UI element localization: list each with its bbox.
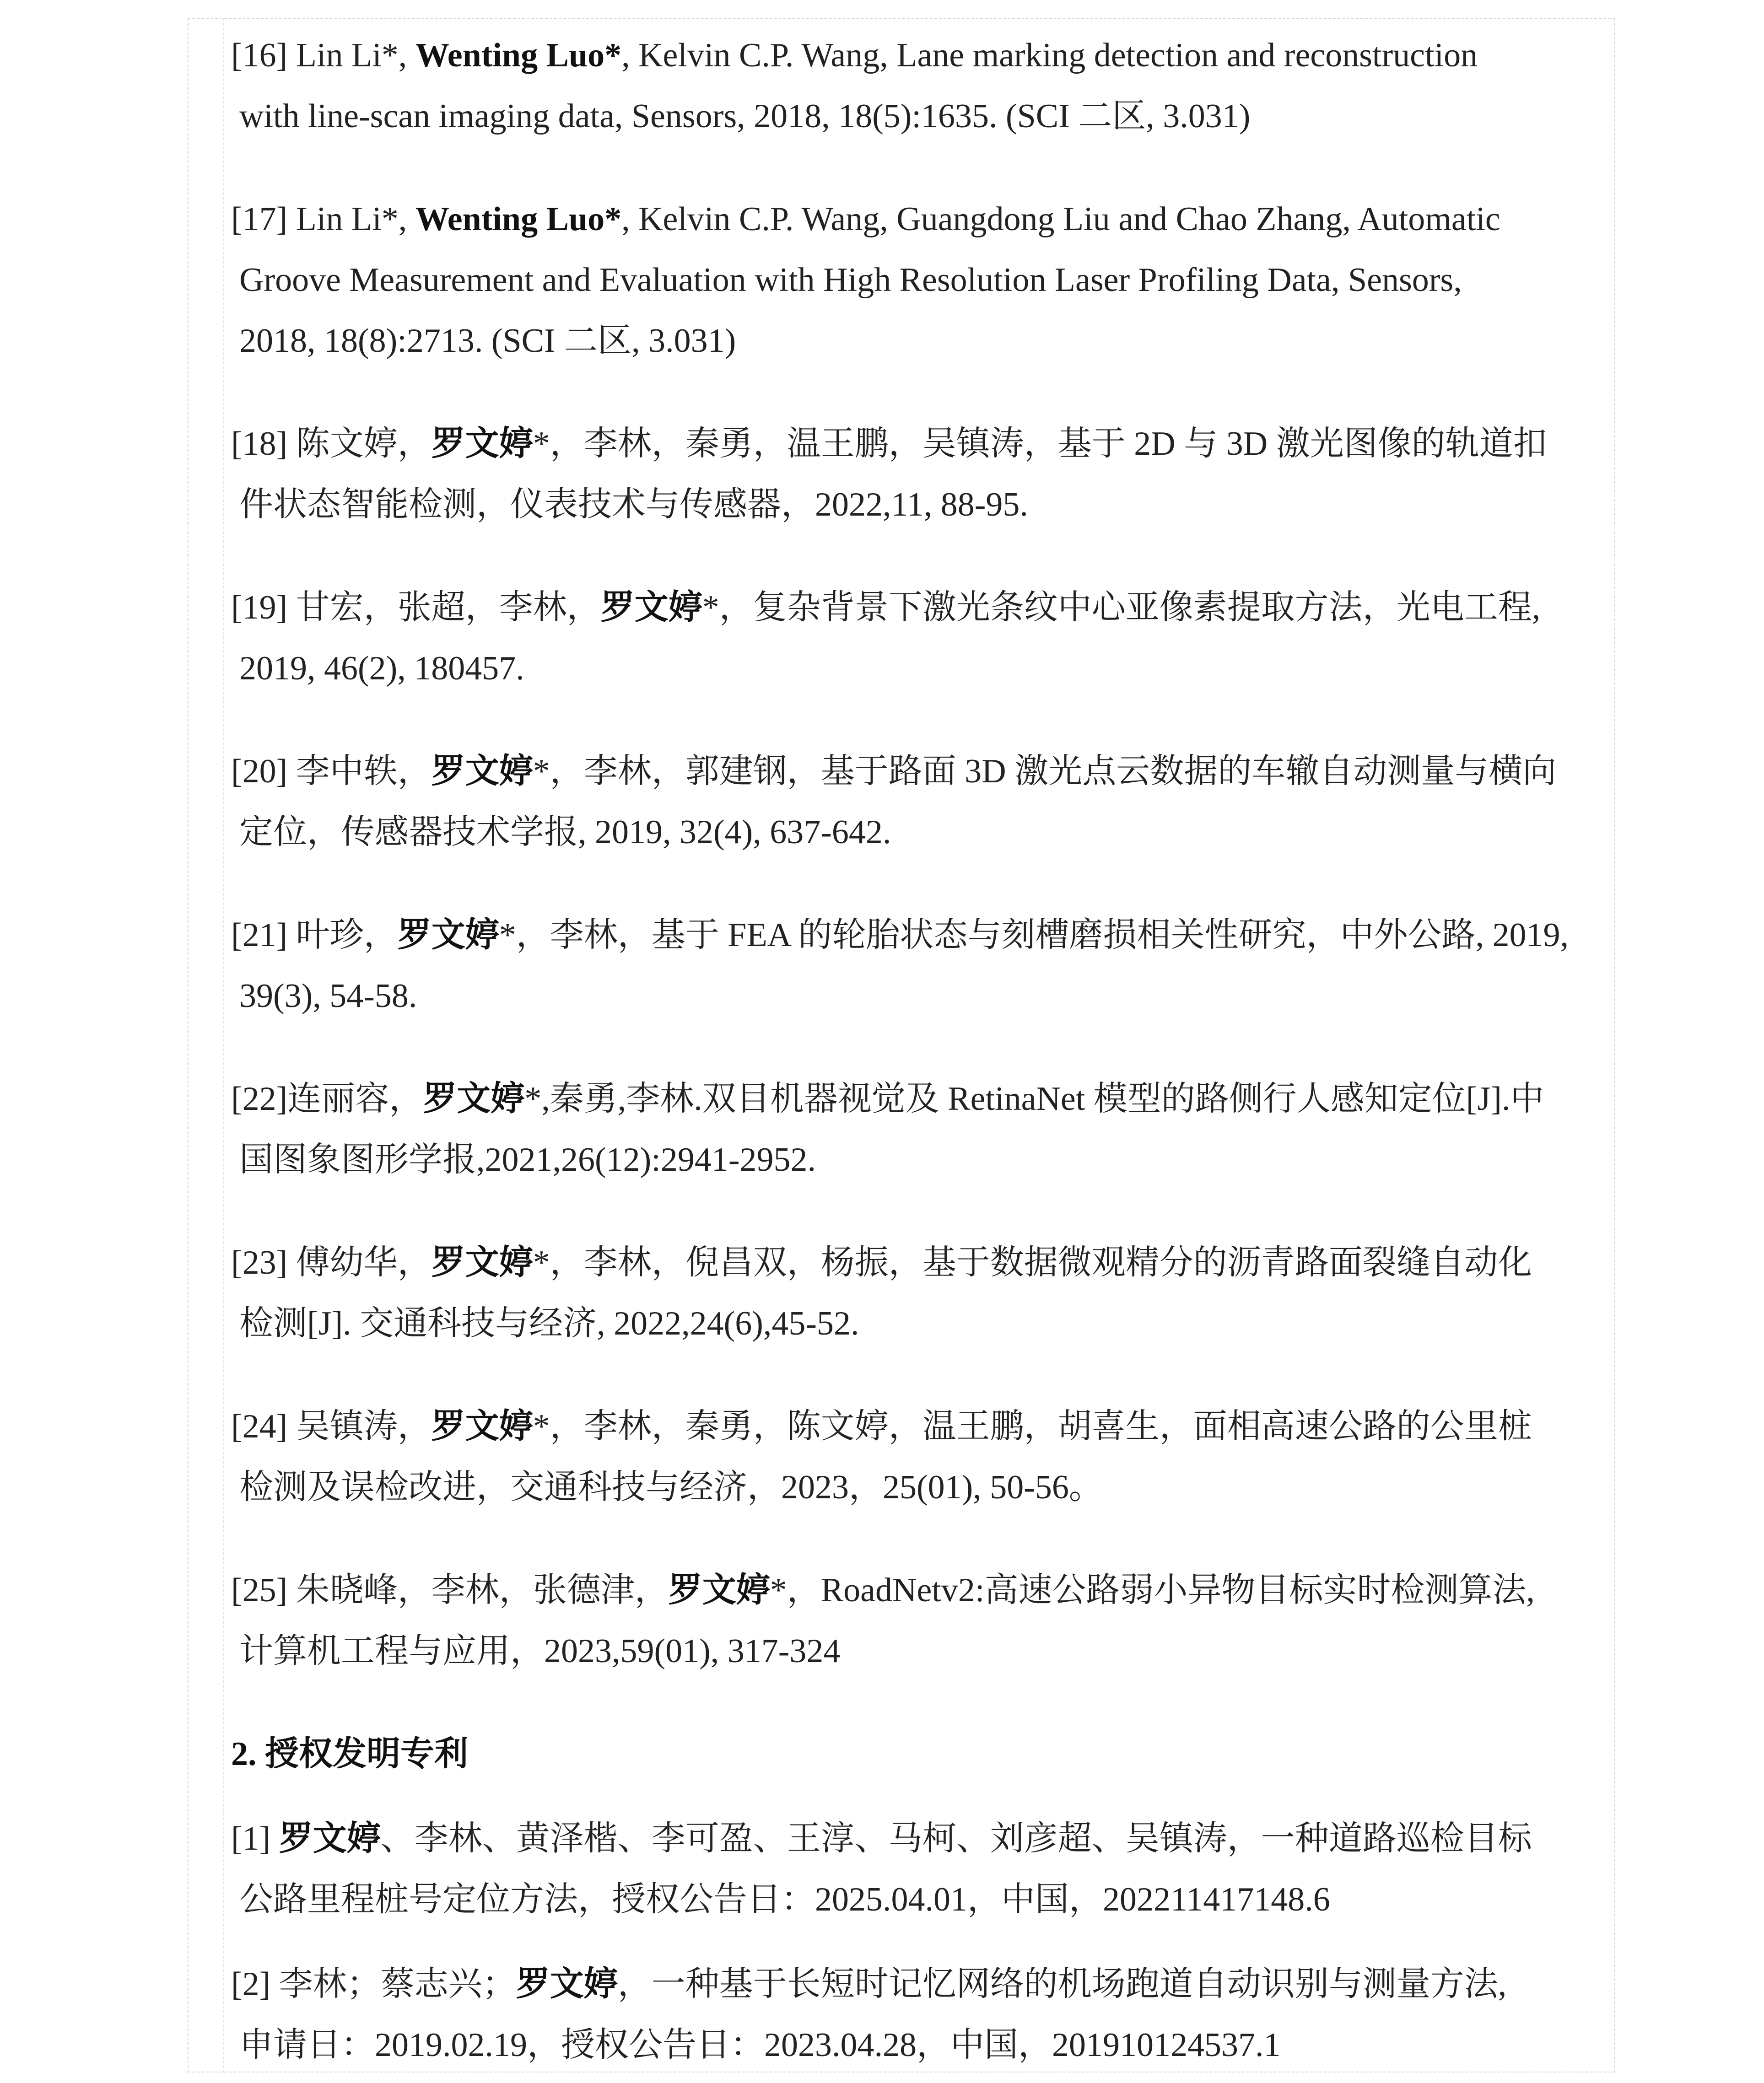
reference-line	[231, 1233, 1599, 1293]
reference-text: , Kelvin C.P. Wang, Lane marking detection and reconstruction	[621, 37, 1478, 74]
paper-entry	[231, 189, 1599, 371]
reference-text: [18] 陈文婷，	[231, 425, 432, 463]
author-highlight: 罗文婷	[431, 425, 533, 463]
reference-text: [24] 吴镇涛，	[231, 1408, 432, 1445]
reference-text: [22]连丽容，	[231, 1080, 423, 1118]
author-highlight: Wenting Luo*	[415, 200, 622, 238]
author-highlight: 罗文婷	[431, 753, 533, 790]
margin-rule	[223, 18, 224, 2072]
paper-entry	[231, 1560, 1599, 1682]
reference-text: 公路里程桩号定位方法，授权公告日：2025.04.01，中国，202211417148.6	[239, 1881, 1330, 1918]
reference-text: [23] 傅幼华，	[231, 1244, 432, 1281]
reference-text: 39(3), 54-58.	[239, 977, 417, 1015]
author-highlight: Wenting Luo*	[415, 37, 622, 74]
paper-entry	[231, 414, 1599, 535]
reference-line	[231, 2015, 1599, 2076]
reference-line	[231, 1954, 1599, 2015]
reference-text: with line-scan imaging data, Sensors, 2018, 18(5):1635. (SCI 二区, 3.031)	[239, 97, 1251, 135]
author-highlight: 罗文婷	[431, 1408, 533, 1445]
journal-papers	[231, 25, 1599, 1682]
patent-entry	[231, 1954, 1599, 2076]
reference-line	[231, 311, 1599, 371]
reference-line	[231, 414, 1599, 474]
reference-line	[231, 1869, 1599, 1930]
reference-line	[231, 250, 1599, 311]
reference-text: 申请日：2019.02.19，授权公告日：2023.04.28，中国，201910124537.1	[239, 2026, 1281, 2064]
reference-text: 定位，传感器技术学报, 2019, 32(4), 637-642.	[239, 813, 891, 851]
reference-text: [16] Lin Li*,	[231, 37, 415, 74]
reference-line	[231, 1457, 1599, 1518]
reference-line	[231, 1808, 1599, 1869]
author-highlight: 罗文婷	[668, 1572, 770, 1609]
reference-text: [21] 叶珍，	[231, 916, 398, 954]
reference-line	[231, 189, 1599, 250]
reference-text: Groove Measurement and Evaluation with High Resolution Laser Profiling Data, Sensors,	[239, 261, 1462, 299]
section-heading-patents: 2. 授权发明专利	[231, 1735, 468, 1773]
reference-text: 国图象图形学报,2021,26(12):2941-2952.	[239, 1141, 816, 1179]
reference-text: [19] 甘宏，张超，李林，	[231, 589, 601, 626]
paper-entry	[231, 905, 1599, 1027]
reference-text: [20] 李中轶，	[231, 753, 432, 790]
granted-patents	[231, 1808, 1599, 2076]
paper-entry	[231, 1069, 1599, 1190]
reference-text: *,秦勇,李林.双目机器视觉及 RetinaNet 模型的路侧行人感知定位[J].中	[524, 1080, 1544, 1118]
reference-line	[231, 638, 1599, 699]
reference-line	[231, 1621, 1599, 1682]
reference-text: [2] 李林；蔡志兴；	[231, 1965, 516, 2003]
author-highlight: 罗文婷	[423, 1080, 525, 1118]
reference-line	[231, 1293, 1599, 1354]
reference-text: *，李林，倪昌双，杨振，基于数据微观精分的沥青路面裂缝自动化	[533, 1244, 1532, 1281]
reference-text: 、李林、黄泽楷、李可盈、王淳、马柯、刘彦超、吴镇涛，一种道路巡检目标	[380, 1820, 1532, 1857]
reference-text: *，李林，秦勇，温王鹏，吴镇涛，基于 2D 与 3D 激光图像的轨道扣	[533, 425, 1547, 463]
reference-line	[231, 25, 1599, 86]
author-highlight: 罗文婷	[279, 1820, 381, 1857]
reference-line	[231, 905, 1599, 966]
reference-text: 件状态智能检测，仪表技术与传感器，2022,11, 88-95.	[239, 486, 1028, 523]
reference-text: 2019, 46(2), 180457.	[239, 650, 524, 687]
reference-line	[231, 1396, 1599, 1457]
paper-entry	[231, 1396, 1599, 1518]
reference-line	[231, 1130, 1599, 1190]
reference-text: *，李林，基于 FEA 的轮胎状态与刻槽磨损相关性研究，中外公路, 2019,	[499, 916, 1569, 954]
reference-text: 计算机工程与应用，2023,59(01), 317-324	[239, 1632, 841, 1670]
author-highlight: 罗文婷	[516, 1965, 618, 2003]
reference-text: 2018, 18(8):2713. (SCI 二区, 3.031)	[239, 322, 736, 360]
reference-line	[231, 86, 1599, 147]
reference-line	[231, 1560, 1599, 1621]
reference-line	[231, 474, 1599, 535]
reference-text: *，李林，秦勇，陈文婷，温王鹏，胡喜生，面相高速公路的公里桩	[533, 1408, 1532, 1445]
paper-entry	[231, 25, 1599, 147]
paper-entry	[231, 741, 1599, 863]
reference-text: [1]	[231, 1820, 279, 1857]
reference-text: *，RoadNetv2:高速公路弱小异物目标实时检测算法,	[770, 1572, 1535, 1609]
reference-text: 检测及误检改进，交通科技与经济，2023，25(01), 50-56。	[239, 1469, 1103, 1506]
reference-text: 检测[J]. 交通科技与经济, 2022,24(6),45-52.	[239, 1305, 859, 1342]
reference-line	[231, 1069, 1599, 1130]
reference-text: *，李林，郭建钢，基于路面 3D 激光点云数据的车辙自动测量与横向	[533, 753, 1557, 790]
reference-text: *，复杂背景下激光条纹中心亚像素提取方法，光电工程,	[702, 589, 1541, 626]
reference-text: ，一种基于长短时记忆网络的机场跑道自动识别与测量方法,	[617, 1965, 1507, 2003]
reference-line	[231, 966, 1599, 1027]
author-highlight: 罗文婷	[431, 1244, 533, 1281]
patent-entry	[231, 1808, 1599, 1930]
publication-list	[231, 25, 1599, 2076]
reference-text: , Kelvin C.P. Wang, Guangdong Liu and Chao Zhang, Automatic	[621, 200, 1500, 238]
author-highlight: 罗文婷	[600, 589, 702, 626]
reference-text: [17] Lin Li*,	[231, 200, 415, 238]
reference-line	[231, 577, 1599, 638]
author-highlight: 罗文婷	[397, 916, 499, 954]
reference-line	[231, 802, 1599, 863]
reference-text: [25] 朱晓峰，李林，张德津，	[231, 1572, 669, 1609]
paper-entry	[231, 577, 1599, 699]
paper-entry	[231, 1233, 1599, 1354]
reference-line	[231, 741, 1599, 802]
